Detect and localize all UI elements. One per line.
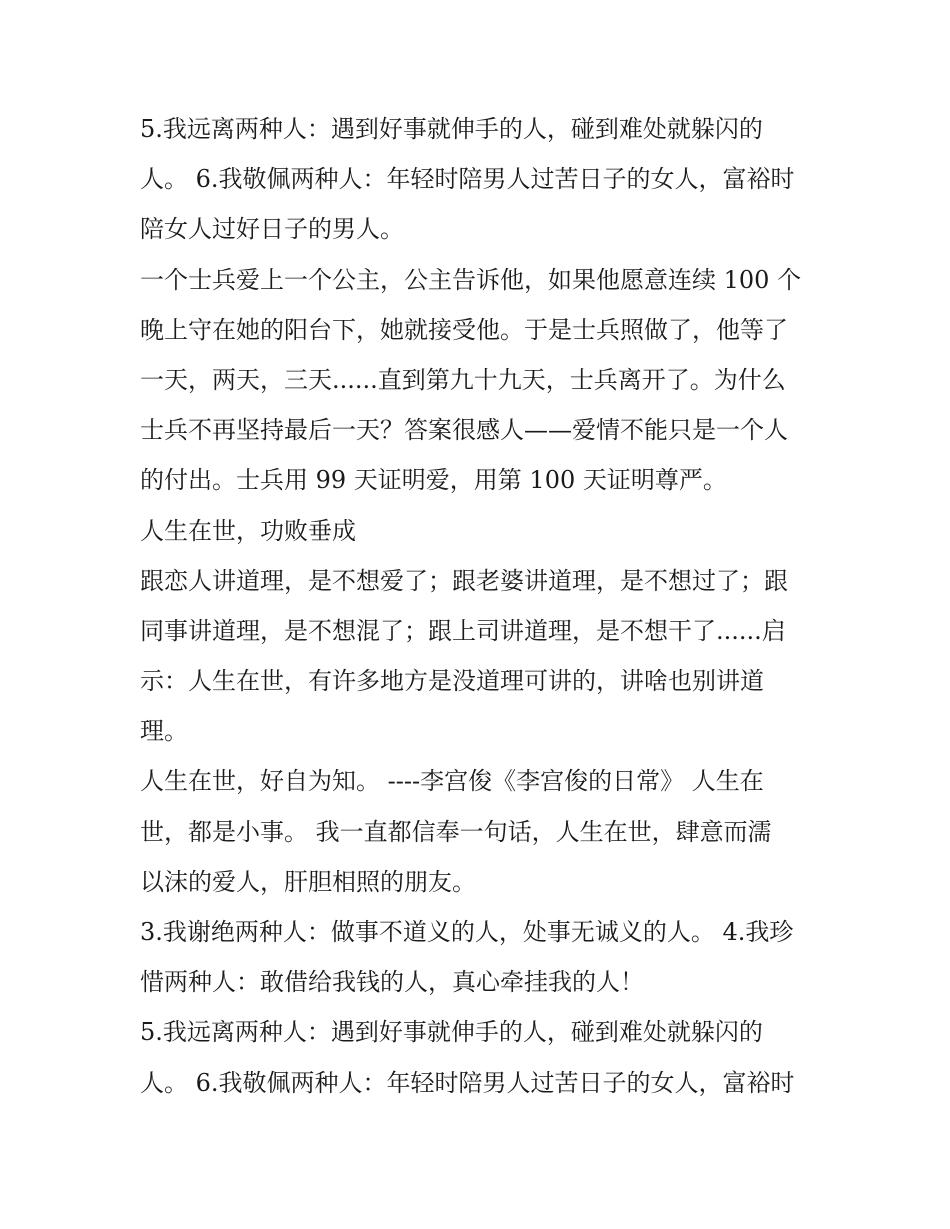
text-line: 5.我远离两种人：遇到好事就伸手的人，碰到难处就躲闪的 [140,1018,763,1047]
text-line: 5.我远离两种人：遇到好事就伸手的人，碰到难处就躲闪的 [140,115,763,143]
text-line: 以沫的爱人，肝胆相照的朋友。 [140,867,476,896]
text-line: 陪女人过好日子的男人。 [140,215,404,244]
text-line: 示：人生在世，有许多地方是没道理可讲的，讲啥也别讲道 [140,667,764,696]
text-line: 人生在世，功败垂成 [140,516,356,545]
text-line: 士兵不再坚持最后一天？答案很感人——爱情不能只是一个人 [140,416,788,445]
text-line: 惜两种人：敢借给我钱的人，真心牵挂我的人！ [140,968,644,997]
text-line: 一天，两天，三天......直到第九十九天，士兵离开了。为什么 [140,365,786,394]
text-line: 人。 6.我敬佩两种人：年轻时陪男人过苦日子的女人，富裕时 [140,1068,795,1097]
text-line: 一个士兵爱上一个公主，公主告诉他，如果他愿意连续 100 个 [140,265,802,294]
text-line: 理。 [140,717,188,746]
text-line: 同事讲道理，是不想混了；跟上司讲道理，是不想干了......启 [140,616,786,645]
text-line: 的付出。士兵用 99 天证明爱，用第 100 天证明尊严。 [140,466,727,495]
text-line: 人。 6.我敬佩两种人：年轻时陪男人过苦日子的女人，富裕时 [140,165,795,194]
text-line: 世，都是小事。 我一直都信奉一句话，人生在世，肆意而濡 [140,817,772,846]
text-line: 人生在世，好自为知。 ----李宫俊《李宫俊的日常》 人生在 [140,767,764,796]
text-line: 3.我谢绝两种人：做事不道义的人，处事无诚义的人。 4.我珍 [140,918,794,946]
text-line: 跟恋人讲道理，是不想爱了；跟老婆讲道理，是不想过了；跟 [140,566,788,595]
document-body [140,104,820,1108]
text-line: 晚上守在她的阳台下，她就接受他。于是士兵照做了，他等了 [140,315,788,344]
